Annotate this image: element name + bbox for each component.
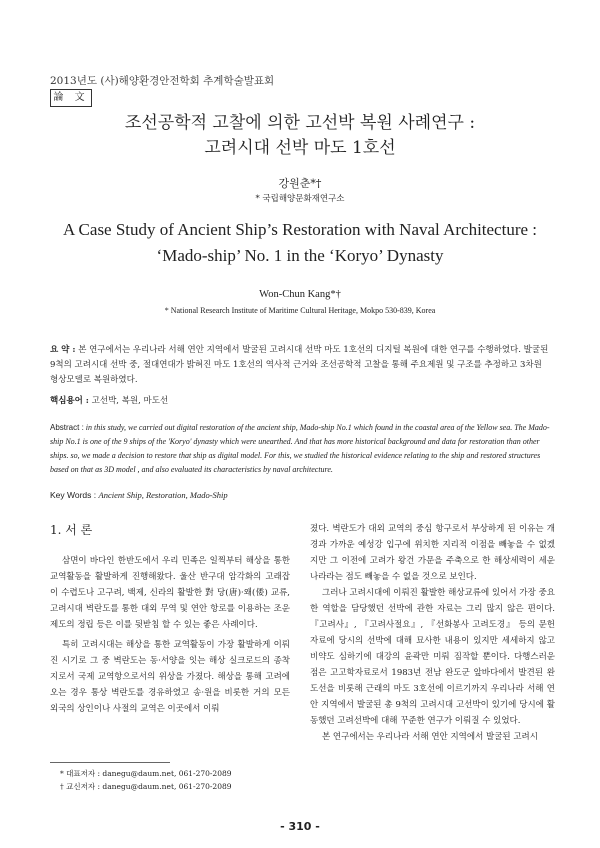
left-column-body bbox=[50, 553, 290, 717]
abstract-korean-text: 본 연구에서는 우리나라 서해 연안 지역에서 발굴된 고려시대 선박 마도 1호선의 디지털 복원에 대한 연구를 수행하였다. 발굴된 9척의 고려시대 선박 중, 절대연대가 밝혀진 마도 1호선의 역사적 근거와 조선공학적 고찰을 통해 주요제원 및 구조를 추정하고 3차원 형상모델로 복원하였다. bbox=[50, 345, 549, 385]
affiliation-korean: * 국립해양문화재연구소 bbox=[255, 194, 345, 204]
author-english: Won-Chun Kang*† bbox=[259, 289, 341, 300]
abstract-english-text: in this study, we carried out digital restoration of the ancient ship, Mado-ship No.1 which found in the coastal area of the Yellow sea. The Mado-ship No.1 is one of the 9 ships of the 'Koryo' dynasty which were unearthed. And that has more historical background and data for restoration than other ships. so, we made a decision to restore that ship as digital model. For this, we studied the historical evidence relating to the ship and restored structures based on that as 3D model , and also evaluated its characteristics by naval architecture. bbox=[50, 423, 550, 474]
conference-header: 2013년도 (사)해양환경안전학회 추계학술발표회 bbox=[50, 75, 275, 87]
keywords-english-label: Key Words : bbox=[50, 490, 97, 500]
footnote-divider bbox=[50, 762, 170, 763]
keywords-english-text: Ancient Ship, Restoration, Mado-Ship bbox=[98, 490, 228, 500]
abstract-english-label: Abstract : bbox=[50, 423, 84, 432]
title-english-line1: A Case Study of Ancient Ship’s Restoration with Naval Architecture : bbox=[62, 220, 538, 239]
keywords-english bbox=[50, 490, 228, 500]
abstract-english bbox=[50, 421, 555, 477]
affiliation-english: * National Research Institute of Maritime Cultural Heritage, Mokpo 530-839, Korea bbox=[164, 306, 436, 315]
paper-type-label: 論 文 bbox=[50, 89, 92, 107]
right-paragraph-1: 졌다. 벽란도가 대외 교역의 중심 항구로서 부상하게 된 이유는 개경과 가까운 예성강 입구에 위치한 지리적 이점을 빼놓을 수 없겠지만 그 이전에 고려가 왕건 가문을 주축으로 한 해상세력이 세운 나라라는 점도 빼놓을 수 없을 것으로 보인다. bbox=[310, 524, 555, 582]
author-korean: 강원춘*† bbox=[278, 177, 322, 190]
footnote-corresponding-author: * 대표저자 : danegu@daum.net, 061-270-2089 bbox=[60, 769, 232, 778]
abstract-korean bbox=[50, 343, 550, 388]
right-paragraph-3: 본 연구에서는 우리나라 서해 연안 지역에서 발굴된 고려시 bbox=[322, 732, 538, 742]
title-korean-line1: 조선공학적 고찰에 의한 고선박 복원 사례연구 : bbox=[124, 113, 476, 133]
keywords-korean-text: 고선박, 복원, 마도선 bbox=[91, 396, 169, 406]
keywords-korean bbox=[50, 394, 168, 406]
page-number: - 310 - bbox=[280, 820, 320, 833]
right-column-body bbox=[310, 521, 555, 745]
title-english-line2: ‘Mado-ship’ No. 1 in the ‘Koryo’ Dynasty bbox=[156, 246, 444, 265]
footnotes bbox=[60, 767, 232, 793]
abstract-korean-label: 요 약 : bbox=[50, 345, 76, 355]
section-heading-introduction: 1. 서 론 bbox=[50, 523, 93, 537]
left-paragraph-1: 삼면이 바다인 한반도에서 우리 민족은 일찍부터 해상을 통한 교역활동을 활발하게 진행해왔다. 울산 반구대 암각화의 고래잡이 수렵도나 고구려, 백제, 신라의 활발한 對 당(唐)·왜(倭) 교류, 고려시대 벽란도를 통한 대외 무역 및 연안 항로를 이용하는 조운 제도의 정립 등은 이를 뒷받침 할 수 있는 좋은 사례이다. bbox=[50, 556, 290, 630]
left-paragraph-2: 특히 고려시대는 해상을 통한 교역활동이 가장 활발하게 이뤄진 시기로 그 중 벽란도는 동·서양을 잇는 해상 실크로드의 종착지로서 국제 교역항으로서의 위상을 가졌다. 해상을 통해 고려에 오는 경우 통상 벽란도를 경유하였고 송·원을 비롯한 거의 모든 외국의 상인이나 사절의 교역은 이곳에서 이뤄 bbox=[50, 640, 290, 714]
keywords-korean-label: 핵심용어 : bbox=[50, 396, 89, 406]
right-paragraph-2: 그러나 고려시대에 이뤄진 활발한 해상교류에 있어서 가장 중요한 역할을 담당했던 선박에 관한 자료는 그리 많지 않은 편이다. 『고려사』, 『고려사절요』, 『선화봉사 고려도경』 등의 문헌 자료에 당시의 선박에 대해 묘사한 내용이 있지만 세세하지 않고 비약도 심하기에 대강의 윤곽만 미뤄 짐작할 뿐이다. 다행스러운 점은 고고학자료로서 1983년 전남 완도군 앞바다에서 발견된 완도선을 비롯해 근래의 마도 3호선에 이르기까지 우리나라 서해 연안 지역에서 발굴된 총 9척의 고려시대 고선박이 있기에 당시에 활동했던 고려선박에 대해 꾸준한 연구가 이뤄질 수 있었다. bbox=[310, 588, 555, 726]
title-korean-line2: 고려시대 선박 마도 1호선 bbox=[204, 138, 396, 158]
footnote-contact-author: † 교신저자 : danegu@daum.net, 061-270-2089 bbox=[60, 782, 232, 791]
